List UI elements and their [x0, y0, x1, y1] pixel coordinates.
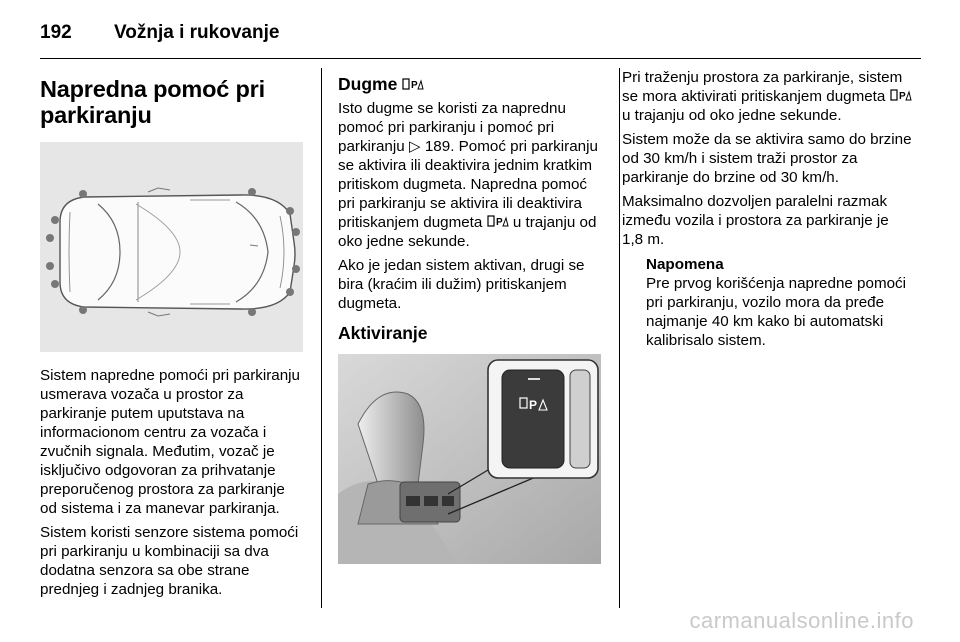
- note-text: Pre prvog korišćenja napredne pomoći pri parkiranju, vozilo mora da pređe najmanje 40 km kako bi automatski kalibrisalo sistem.: [646, 275, 907, 349]
- parking-assist-icon: [487, 214, 509, 228]
- column-3: [622, 68, 912, 350]
- page-number: 192: [40, 22, 72, 43]
- button-paragraph-text-b: . Pomoć pri parkiranju se aktivira ili deaktivira jednim kratkim pritiskom dugmeta. Napredna pomoć pri parkiranju se aktivira ili deaktivira pritiskanjem dugmeta: [338, 138, 598, 231]
- column-divider-2: [619, 68, 620, 608]
- parking-assist-icon: [402, 77, 424, 91]
- parking-assist-icon: [890, 88, 912, 102]
- svg-text:P: P: [411, 80, 418, 91]
- svg-text:P: P: [529, 398, 538, 412]
- section-title: Napredna pomoć pri parkiranju: [40, 76, 265, 128]
- button-heading-text: Dugme: [338, 74, 398, 94]
- car-sensor-diagram: [40, 142, 303, 352]
- svg-text:P: P: [898, 91, 906, 102]
- button-paragraph-text-a: Isto dugme se koristi za naprednu pomoć pri parkiranju i pomoć pri parkiranju: [338, 100, 566, 155]
- sensor-paragraph: Sistem koristi senzore sistema pomoći pri parkiranju u kombinaciji sa dva dodatna senzora sa obe strane prednjeg i zadnjeg branika.: [40, 524, 299, 598]
- activation-paragraph-text-b: u trajanju od oko jedne sekunde.: [622, 107, 842, 124]
- toggle-paragraph: Ako je jedan sistem aktivan, drugi se bira (kraćim ili dužim) pritiskanjem dugmeta.: [338, 257, 585, 312]
- intro-paragraph: Sistem napredne pomoći pri parkiranju usmerava vozača u prostor za parkiranje putem uputstava na informacionom centru za vozača i zvučnih signala. Međutim, vozač je isključivo odgovoran za prihvatanje preporučenog prostora za parkiranje od sistema i za manevar parkiranja.: [40, 367, 301, 517]
- button-paragraph-text-c: u trajanju od oko jedne sekunde.: [338, 214, 597, 250]
- speed-paragraph: Sistem može da se aktivira samo do brzine od 30 km/h i sistem traži prostor za parkiranje do brzine od 30 km/h.: [622, 131, 912, 186]
- note-title: Napomena: [646, 256, 724, 273]
- svg-text:P: P: [495, 217, 503, 228]
- page-header: [40, 14, 920, 50]
- watermark: carmanualsonline.info: [689, 608, 914, 633]
- chapter-title: Vožnja i rukovanje: [114, 22, 280, 43]
- column-divider-1: [321, 68, 322, 608]
- note-block: [622, 255, 912, 350]
- page-reference-icon: ▷: [408, 138, 421, 155]
- center-console-photo: [338, 354, 601, 564]
- page-reference: 189: [424, 138, 451, 155]
- activation-paragraph-text-a: Pri traženju prostora za parkiranje, sistem se mora aktivirati pritiskanjem dugmeta: [622, 69, 903, 105]
- activation-heading: Aktiviranje: [338, 323, 428, 343]
- column-1: [40, 68, 304, 604]
- button-heading: [338, 74, 602, 95]
- distance-paragraph: Maksimalno dozvoljen paralelni razmak između vozila i prostora za parkiranje je 1,8 m.: [622, 193, 889, 248]
- column-2: [338, 68, 602, 564]
- header-divider: [40, 58, 921, 59]
- button-paragraph: [338, 99, 602, 251]
- activation-paragraph: [622, 68, 912, 125]
